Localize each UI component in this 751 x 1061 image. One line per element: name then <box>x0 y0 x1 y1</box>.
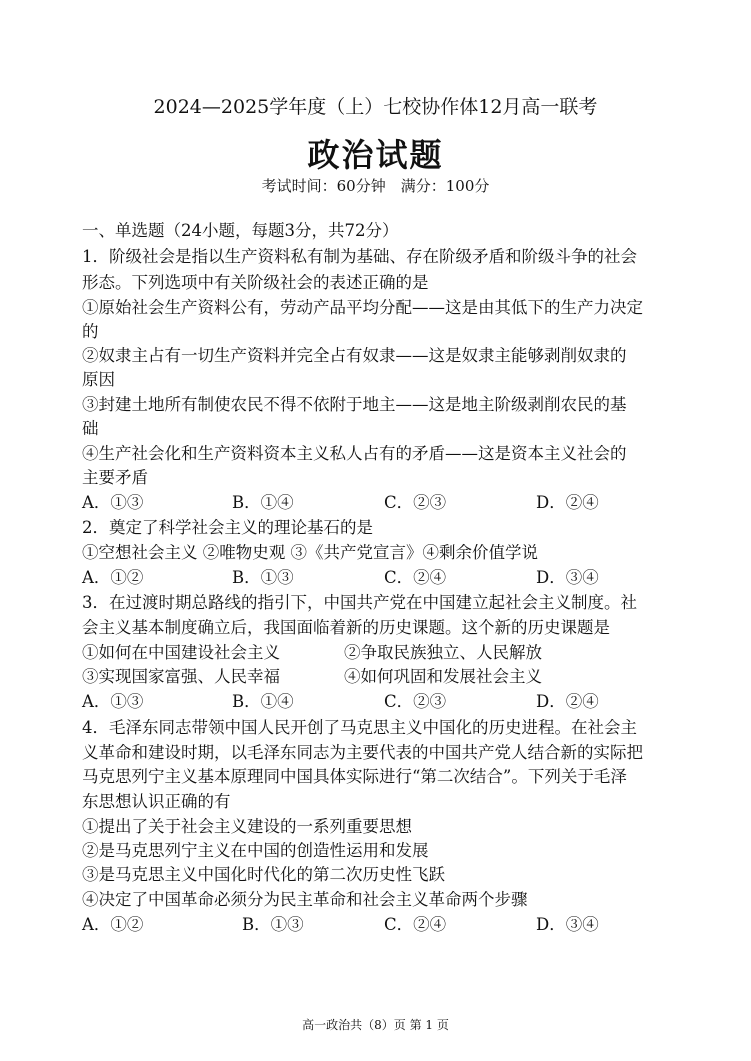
q1-statement-4: 主要矛盾 <box>82 468 148 487</box>
q4-option-c[interactable]: C．②④ <box>384 915 447 934</box>
q1-statement-3: 础 <box>82 419 99 438</box>
exam-title: 2024—2025学年度（上）七校协作体12月高一联考 <box>153 96 598 118</box>
page-footer: 高一政治共（8）页 第 1 页 <box>302 1018 449 1032</box>
q4-statement-1: ①提出了关于社会主义建设的一系列重要思想 <box>82 817 412 836</box>
q1-statement-3: ③封建土地所有制使农民不得不依附于地主——这是地主阶级剥削农民的基 <box>82 395 627 414</box>
q1-statement-2: 原因 <box>82 370 115 389</box>
q1-option-d[interactable]: D．②④ <box>536 493 599 512</box>
q1-option-a[interactable]: A．①③ <box>82 493 144 512</box>
q3-option-d[interactable]: D．②④ <box>536 692 599 711</box>
q4-statement-4: ④决定了中国革命必须分为民主革命和社会主义革命两个步骤 <box>82 890 528 909</box>
q2-option-b[interactable]: B．①③ <box>232 568 294 587</box>
q2-option-a[interactable]: A．①② <box>82 568 144 587</box>
q1-option-c[interactable]: C．②③ <box>384 493 447 512</box>
q3-stem-line: 会主义基本制度确立后，我国面临着新的历史课题。这个新的历史课题是 <box>82 618 610 637</box>
q3-statements-row <box>82 641 682 665</box>
q3-statement-1: ①如何在中国建设社会主义 <box>82 643 280 662</box>
q4-stem-line: 东思想认识正确的有 <box>82 792 231 811</box>
q1-statement-1: ①原始社会生产资料公有，劳动产品平均分配——这是由其低下的生产力决定 <box>82 298 643 317</box>
section-heading: 一、单选题（24小题，每题3分，共72分） <box>82 221 399 240</box>
q3-options <box>82 690 682 714</box>
q4-stem-line: 义革命和建设时期，以毛泽东同志为主要代表的中国共产党人结合新的实际把 <box>82 743 643 762</box>
q3-statements-row <box>82 665 682 689</box>
q4-statement-2: ②是马克思列宁主义在中国的创造性运用和发展 <box>82 841 429 860</box>
q2-options <box>82 566 682 590</box>
q4-option-a[interactable]: A．①② <box>82 915 144 934</box>
q1-statement-4: ④生产社会化和生产资料资本主义私人占有的矛盾——这是资本主义社会的 <box>82 444 627 463</box>
q1-statement-1: 的 <box>82 322 99 341</box>
q1-stem-line: 形态。下列选项中有关阶级社会的表述正确的是 <box>82 273 429 292</box>
q4-stem-line: 4．毛泽东同志带领中国人民开创了马克思主义中国化的历史进程。在社会主 <box>82 718 637 737</box>
q1-stem-line: 1．阶级社会是指以生产资料私有制为基础、存在阶级矛盾和阶级斗争的社会 <box>82 247 637 266</box>
q4-options <box>82 913 682 937</box>
q3-option-c[interactable]: C．②③ <box>384 692 447 711</box>
q4-option-b[interactable]: B．①③ <box>242 915 304 934</box>
q3-statement-4: ④如何巩固和发展社会主义 <box>344 667 542 686</box>
q1-options <box>82 491 682 515</box>
q4-statement-3: ③是马克思主义中国化时代化的第二次历史性飞跃 <box>82 865 445 884</box>
q3-option-a[interactable]: A．①③ <box>82 692 144 711</box>
q4-option-d[interactable]: D．③④ <box>536 915 599 934</box>
q2-option-d[interactable]: D．③④ <box>536 568 599 587</box>
q1-statement-2: ②奴隶主占有一切生产资料并完全占有奴隶——这是奴隶主能够剥削奴隶的 <box>82 346 627 365</box>
q2-stem: 2．奠定了科学社会主义的理论基石的是 <box>82 518 373 537</box>
exam-info: 考试时间：60分钟 满分：100分 <box>261 177 490 195</box>
q2-items: ①空想社会主义 ②唯物史观 ③《共产党宣言》④剩余价值学说 <box>82 543 538 562</box>
q3-option-b[interactable]: B．①④ <box>232 692 294 711</box>
q1-option-b[interactable]: B．①④ <box>232 493 294 512</box>
q4-stem-line: 马克思列宁主义基本原理同中国具体实际进行“第二次结合”。下列关于毛泽 <box>82 767 627 786</box>
q3-statement-2: ②争取民族独立、人民解放 <box>344 643 542 662</box>
subject-title: 政治试题 <box>307 136 444 174</box>
q3-statement-3: ③实现国家富强、人民幸福 <box>82 667 280 686</box>
q3-stem-line: 3．在过渡时期总路线的指引下，中国共产党在中国建立起社会主义制度。社 <box>82 593 637 612</box>
q2-option-c[interactable]: C．②④ <box>384 568 447 587</box>
